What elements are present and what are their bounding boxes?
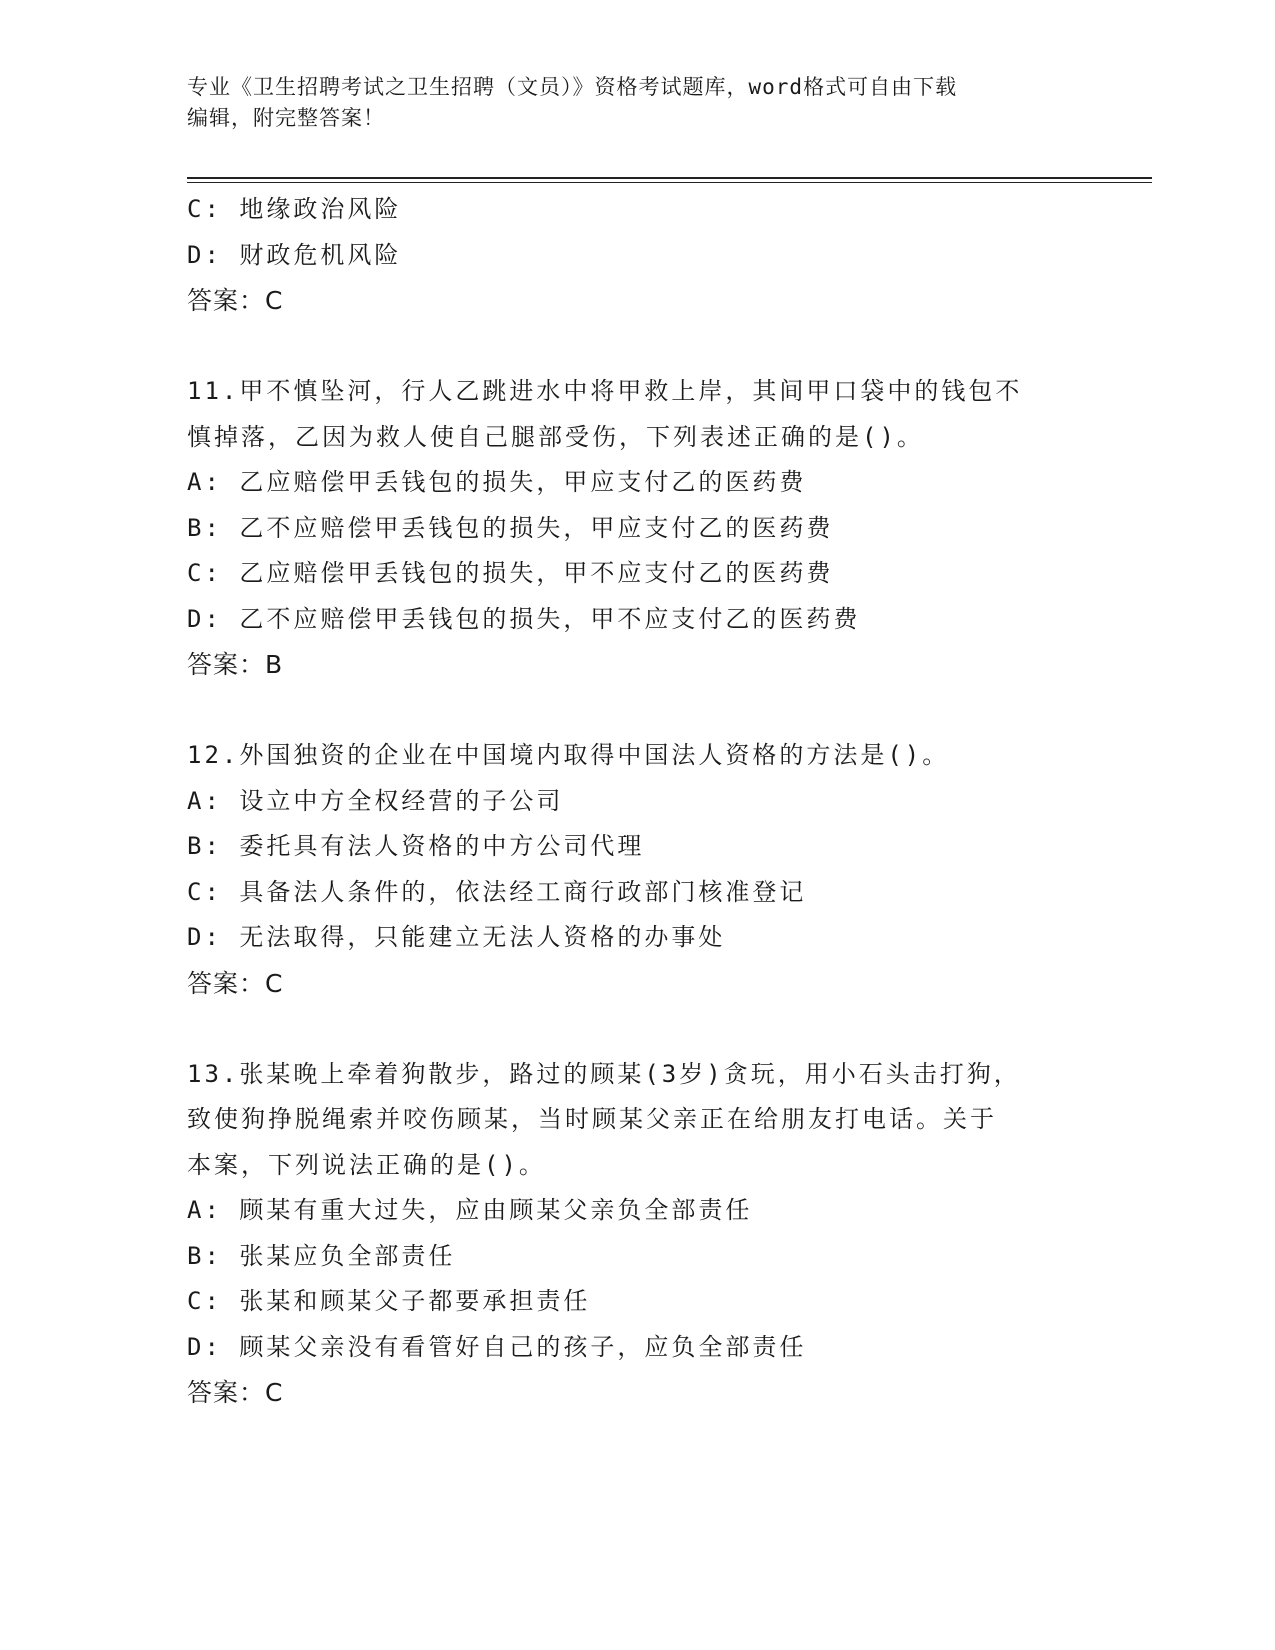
page-header — [187, 72, 1067, 134]
answer-line: 答案：C — [187, 968, 284, 998]
answer-line: 答案：B — [187, 650, 284, 679]
option-c: C: 地缘政治风险 — [187, 195, 402, 223]
option-a: A: 设立中方全权经营的子公司 — [187, 786, 564, 815]
option-d: D: 乙不应赔偿甲丢钱包的损失，甲不应支付乙的医药费 — [187, 604, 861, 633]
question-stem-line: 本案，下列说法正确的是()。 — [187, 1150, 546, 1179]
question-stem-line: 11.甲不慎坠河，行人乙跳进水中将甲救上岸，其间甲口袋中的钱包不 — [187, 377, 1023, 405]
option-c: C: 张某和顾某父子都要承担责任 — [187, 1287, 591, 1315]
question-stem-line: 慎掉落，乙因为救人使自己腿部受伤，下列表述正确的是()。 — [187, 422, 924, 451]
header-line-1: 专业《卫生招聘考试之卫生招聘（文员）》资格考试题库，word格式可自由下载 — [187, 75, 958, 99]
question-content — [187, 187, 1087, 1416]
question-block-12 — [187, 733, 1087, 1006]
spacer — [187, 324, 1087, 370]
header-divider — [187, 177, 1152, 183]
prev-question-block — [187, 187, 1087, 324]
option-c: C: 具备法人条件的，依法经工商行政部门核准登记 — [187, 877, 807, 906]
question-block-13 — [187, 1052, 1087, 1416]
spacer — [187, 1006, 1087, 1052]
option-d: D: 财政危机风险 — [187, 240, 402, 269]
option-b: B: 乙不应赔偿甲丢钱包的损失，甲应支付乙的医药费 — [187, 513, 834, 542]
question-stem-line: 13.张某晚上牵着狗散步，路过的顾某(3岁)贪玩，用小石头击打狗， — [187, 1059, 1021, 1088]
option-a: A: 乙应赔偿甲丢钱包的损失，甲应支付乙的医药费 — [187, 468, 807, 496]
question-stem-line: 12.外国独资的企业在中国境内取得中国法人资格的方法是()。 — [187, 741, 950, 769]
option-d: D: 无法取得，只能建立无法人资格的办事处 — [187, 923, 726, 951]
question-block-11 — [187, 369, 1087, 688]
spacer — [187, 688, 1087, 734]
option-b: B: 张某应负全部责任 — [187, 1241, 456, 1270]
option-d: D: 顾某父亲没有看管好自己的孩子，应负全部责任 — [187, 1332, 807, 1361]
option-a: A: 顾某有重大过失，应由顾某父亲负全部责任 — [187, 1196, 753, 1224]
header-line-2: 编辑，附完整答案！ — [187, 106, 385, 130]
answer-line: 答案：C — [187, 1378, 284, 1407]
question-stem-line: 致使狗挣脱绳索并咬伤顾某，当时顾某父亲正在给朋友打电话。关于 — [187, 1105, 997, 1133]
answer-line: 答案：C — [187, 286, 284, 315]
option-b: B: 委托具有法人资格的中方公司代理 — [187, 832, 645, 860]
option-c: C: 乙应赔偿甲丢钱包的损失，甲不应支付乙的医药费 — [187, 559, 834, 587]
